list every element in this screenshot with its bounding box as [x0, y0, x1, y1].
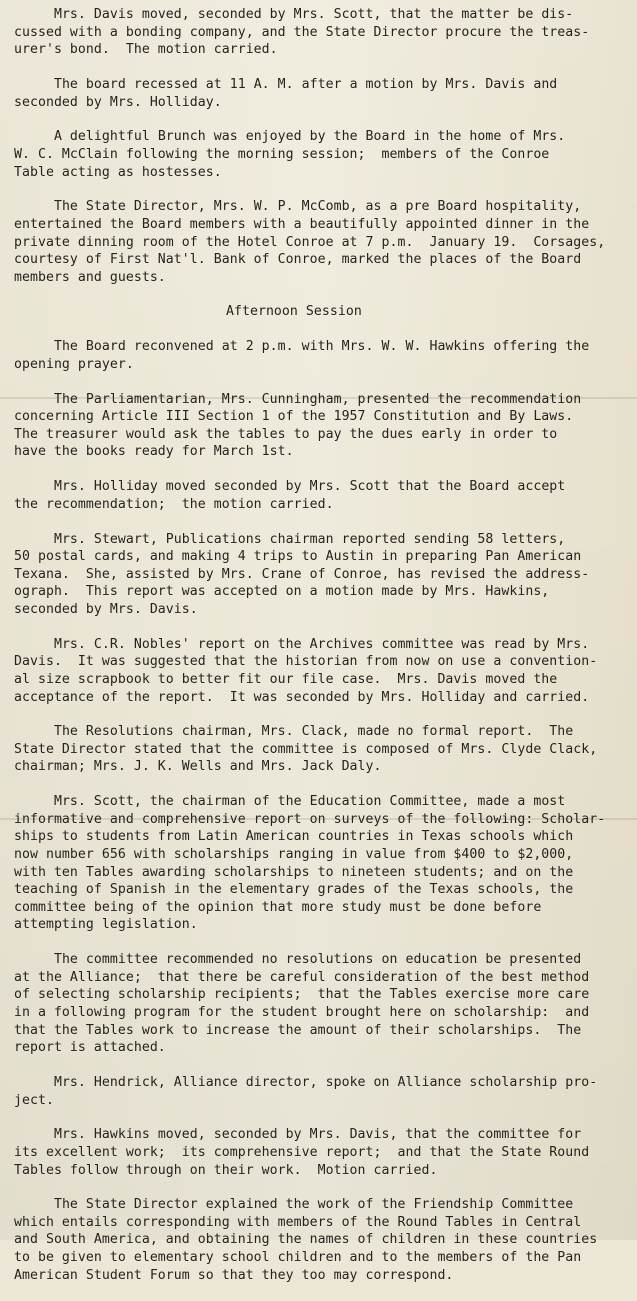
paragraph-parliamentarian: The Parliamentarian, Mrs. Cunningham, presented the recommendation concerning Article III Section 1 of the 1957 Constitution and By Laws. The treasurer would ask the tables to pay the dues early in order to have the books ready for March 1st.	[14, 391, 582, 460]
paragraph-recess: The board recessed at 11 A. M. after a motion by Mrs. Davis and seconded by Mrs. Holliday.	[14, 76, 558, 110]
paragraph-resolutions: The Resolutions chairman, Mrs. Clack, made no formal report. The State Director stated that the committee is composed of Mrs. Clyde Clack, chairman; Mrs. J. K. Wells and Mrs. Jack Daly.	[14, 724, 598, 775]
paragraph-archives: Mrs. C.R. Nobles' report on the Archives committee was read by Mrs. Davis. It was suggested that the historian from now on use a convention- al size scrapbook to better fit our file case. Mrs. Davis moved the acceptance of the report. It was seconded by Mrs. Holliday and carried.	[14, 636, 598, 705]
minutes-text	[14, 6, 626, 1301]
paragraph-reconvened: The Board reconvened at 2 p.m. with Mrs. W. W. Hawkins offering the opening prayer.	[14, 339, 590, 372]
paragraph-hawkins-motion: Mrs. Hawkins moved, seconded by Mrs. Davis, that the committee for its excellent work; its comprehensive report; and that the State Round Tables follow through on their work. Motion carried.	[14, 1127, 590, 1178]
paragraph-dinner: The State Director, Mrs. W. P. McComb, as a pre Board hospitality, entertained the Board members with a beautifully appointed dinner in the private dinning room of the Hotel Conroe at 7 p.m. January 19. Corsages, courtesy of First Nat'l. Bank of Conroe, marked the places of the Board members and guests.	[14, 199, 606, 285]
paragraph-accept-recommendation: Mrs. Holliday moved seconded by Mrs. Scott that the Board accept the recommendation; the motion carried.	[14, 479, 566, 512]
paragraph-committee-recommendations: The committee recommended no resolutions on education be presented at the Alliance; that there be careful consideration of the best method of selecting scholarship recipients; that the Tables exercise more care in a following program for the student brought here on scholarship: and that the Tables work to increase the amount of their scholarships. The report is attached.	[14, 952, 590, 1056]
paragraph-alliance-scholarship: Mrs. Hendrick, Alliance director, spoke on Alliance scholarship pro- ject.	[14, 1074, 598, 1108]
paragraph-brunch: A delightful Brunch was enjoyed by the Board in the home of Mrs. W. C. McClain following the morning session; members of the Conroe Table acting as hostesses.	[14, 129, 566, 180]
paragraph-bond-motion: Mrs. Davis moved, seconded by Mrs. Scott, that the matter be dis- cussed with a bonding company, and the State Director procure the treas- urer's bond. The motion carried.	[14, 7, 590, 58]
paragraph-education-report: Mrs. Scott, the chairman of the Education Committee, made a most informative and comprehensive report on surveys of the following: Scholar- ships to students from Latin American countries in Texas schools which now number 656 with scholarships ranging in value from $400 to $2,000, with ten Tables awarding scholarships to nineteen students; and on the teaching of Spanish in the elementary grades of the Texas schools, the committee being of the opinion that more study must be done before attempting legislation.	[14, 794, 606, 933]
paragraph-publications: Mrs. Stewart, Publications chairman reported sending 58 letters, 50 postal cards, and making 4 trips to Austin in preparing Pan American Texana. She, assisted by Mrs. Crane of Conroe, has revised the address- ograph. This report was accepted on a motion made by Mrs. Hawkins, seconded by Mrs. Davis.	[14, 531, 590, 617]
paragraph-friendship-committee: The State Director explained the work of the Friendship Committee which entails corresponding with members of the Round Tables in Central and South America, and obtaining the names of children in these countries to be given to elementary school children and to the members of the Pan American Student Forum so that they too may correspond.	[14, 1197, 598, 1283]
section-heading-afternoon: Afternoon Session	[226, 304, 362, 320]
